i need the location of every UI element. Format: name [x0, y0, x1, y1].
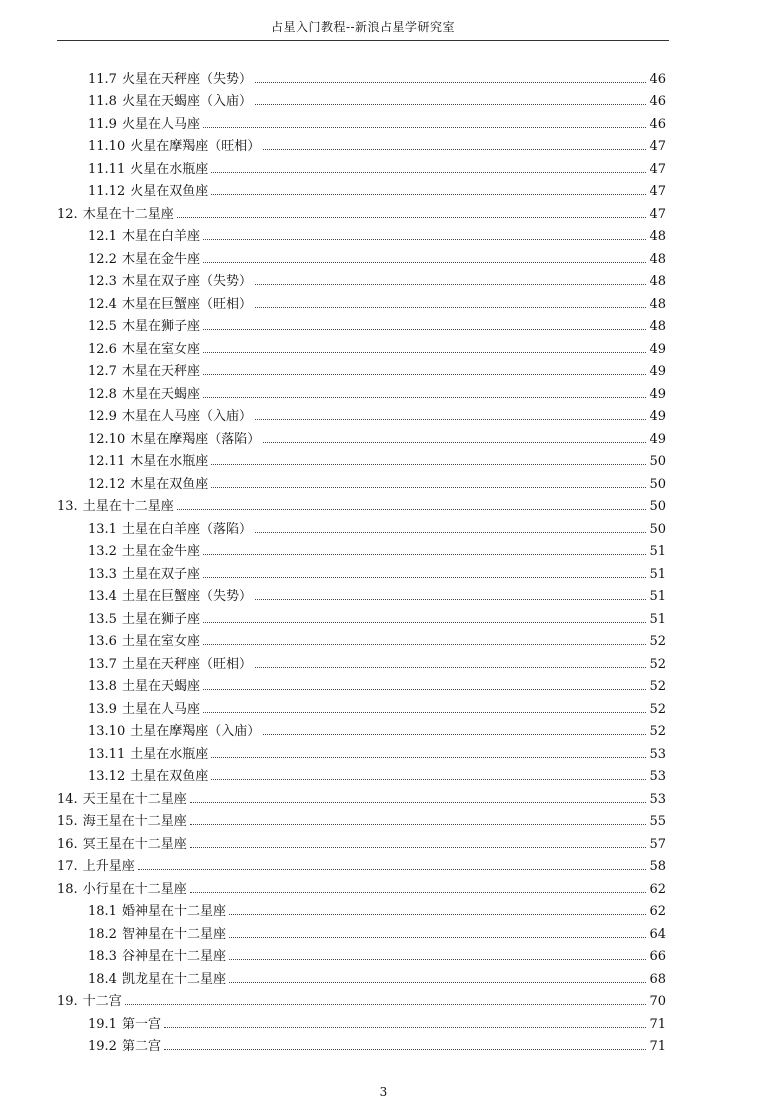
toc-entry[interactable] — [57, 874, 666, 897]
toc-entry-number: 13. — [57, 499, 78, 514]
toc-entry-title: 谷神星在十二星座 — [121, 949, 226, 964]
toc-entry-page: 48 — [649, 296, 666, 312]
dot-leader — [255, 419, 646, 420]
toc-entry[interactable] — [57, 267, 666, 290]
dot-leader — [211, 464, 646, 465]
toc-entry-page: 48 — [649, 251, 666, 267]
toc-entry-number: 12.1 — [88, 229, 117, 244]
toc-entry-page: 47 — [649, 139, 666, 154]
toc-entry-text — [88, 612, 200, 627]
toc-entry-title: 土星在金牛座 — [121, 544, 200, 559]
toc-entry[interactable] — [57, 807, 666, 830]
toc-entry-title: 海王星在十二星座 — [82, 814, 187, 829]
toc-entry-page: 52 — [649, 634, 666, 649]
toc-entry-number: 13.10 — [88, 724, 126, 739]
toc-entry-page: 53 — [649, 746, 666, 762]
toc-entry-page: 52 — [649, 679, 666, 694]
toc-entry-page: 52 — [649, 656, 666, 672]
toc-entry-title: 第一宫 — [121, 1016, 161, 1032]
dot-leader — [125, 1004, 647, 1005]
dot-leader — [203, 262, 646, 263]
dot-leader — [203, 712, 646, 713]
dot-leader — [177, 509, 647, 510]
toc-entry-text — [57, 814, 187, 829]
toc-entry-page: 53 — [649, 769, 666, 784]
toc-entry-page: 46 — [649, 94, 666, 109]
toc-entry-number: 12.4 — [88, 296, 117, 312]
dot-leader — [229, 937, 646, 938]
toc-entry-title: 土星在水瓶座 — [130, 746, 209, 762]
toc-entry[interactable] — [57, 672, 666, 695]
toc-entry-page: 51 — [649, 589, 666, 604]
toc-entry-page: 51 — [649, 566, 666, 582]
toc-entry-text — [88, 364, 200, 379]
toc-entry-page: 49 — [649, 409, 666, 424]
toc-entry-page: 70 — [649, 994, 666, 1009]
toc-entry-page: 53 — [649, 791, 666, 807]
toc-entry[interactable] — [57, 109, 666, 132]
dot-leader — [255, 104, 646, 105]
dot-leader — [203, 622, 646, 623]
toc-entry-number: 18. — [57, 881, 78, 897]
toc-entry[interactable] — [57, 222, 666, 245]
toc-entry-title: 木星在巨蟹座（旺相） — [121, 296, 252, 312]
toc-entry-page: 46 — [649, 116, 666, 132]
dot-leader — [211, 779, 646, 780]
toc-entry-number: 11.11 — [88, 161, 126, 177]
dot-leader — [211, 487, 646, 488]
dot-leader — [211, 194, 646, 195]
toc-entry-text — [88, 387, 200, 402]
dot-leader — [190, 824, 647, 825]
toc-entry-number: 13.6 — [88, 634, 117, 649]
toc-entry-text — [88, 634, 200, 649]
toc-entry-text — [88, 1039, 161, 1054]
toc-entry[interactable] — [57, 1032, 666, 1055]
dot-leader — [211, 172, 646, 173]
toc-entry-title: 土星在天蝎座 — [121, 679, 200, 694]
toc-entry-page: 64 — [649, 926, 666, 942]
toc-entry-text — [57, 207, 174, 222]
toc-entry-number: 12.10 — [88, 431, 126, 447]
dot-leader — [164, 1027, 646, 1028]
toc-entry-number: 13.1 — [88, 521, 117, 537]
toc-entry[interactable] — [57, 649, 666, 672]
toc-entry-number: 18.2 — [88, 926, 117, 942]
toc-entry-number: 13.3 — [88, 566, 117, 582]
toc-entry[interactable] — [57, 424, 666, 447]
toc-entry-page: 48 — [649, 274, 666, 289]
toc-entry-page: 50 — [649, 454, 666, 469]
toc-entry-text — [88, 769, 208, 784]
toc-entry-page: 49 — [649, 364, 666, 379]
toc-entry-title: 木星在狮子座 — [121, 319, 200, 334]
toc-entry-title: 婚神星在十二星座 — [121, 904, 226, 919]
toc-entry-page: 71 — [649, 1016, 666, 1032]
toc-entry-page: 50 — [649, 521, 666, 537]
toc-entry-title: 火星在双鱼座 — [130, 184, 209, 199]
toc-entry-title: 土星在狮子座 — [121, 611, 200, 627]
toc-entry-title: 土星在巨蟹座（失势） — [121, 589, 252, 604]
toc-entry-title: 火星在天秤座（失势） — [121, 71, 252, 87]
toc-entry-text — [88, 544, 200, 559]
toc-entry-number: 11.9 — [88, 116, 117, 132]
toc-entry-page: 51 — [649, 544, 666, 559]
toc-entry-title: 木星在摩羯座（落陷） — [130, 431, 261, 447]
toc-entry-page: 57 — [649, 836, 666, 852]
dot-leader — [211, 757, 646, 758]
toc-entry-text — [88, 319, 200, 334]
toc-entry-text — [88, 162, 208, 177]
dot-leader — [203, 689, 646, 690]
toc-entry[interactable] — [57, 357, 666, 380]
dot-leader — [203, 329, 646, 330]
toc-entry-number: 13.8 — [88, 679, 117, 694]
toc-entry-number: 12.7 — [88, 364, 117, 379]
toc-entry-title: 木星在双子座（失势） — [121, 274, 252, 289]
toc-entry[interactable] — [57, 559, 666, 582]
toc-entry[interactable] — [57, 177, 666, 200]
toc-entry-text — [88, 679, 200, 694]
toc-entry-title: 小行星在十二星座 — [82, 881, 187, 897]
dot-leader — [203, 554, 646, 555]
toc-entry-text — [88, 477, 208, 492]
toc-entry-text — [57, 994, 122, 1009]
toc-entry[interactable] — [57, 829, 666, 852]
toc-entry-title: 木星在室女座 — [121, 341, 200, 357]
toc-entry[interactable] — [57, 87, 666, 110]
toc-entry-number: 12. — [57, 206, 78, 222]
toc-entry-title: 木星在双鱼座 — [130, 476, 209, 492]
toc-entry-text — [57, 837, 187, 852]
toc-entry-text — [88, 432, 260, 447]
toc-entry-page: 48 — [649, 319, 666, 334]
toc-entry-page: 55 — [649, 814, 666, 829]
toc-entry-text — [88, 927, 226, 942]
dot-leader — [263, 149, 646, 150]
toc-entry-page: 62 — [649, 904, 666, 919]
toc-entry[interactable] — [57, 784, 666, 807]
toc-entry-title: 土星在白羊座（落陷） — [121, 521, 252, 537]
toc-entry-title: 凯龙星在十二星座 — [121, 971, 226, 987]
toc-entry-title: 木星在金牛座 — [121, 251, 200, 267]
toc-entry-text — [88, 1017, 161, 1032]
toc-entry[interactable] — [57, 514, 666, 537]
toc-entry-number: 12.8 — [88, 386, 117, 402]
toc-entry-number: 11.8 — [88, 94, 117, 109]
toc-entry-number: 11.7 — [88, 71, 117, 87]
toc-entry-text — [88, 229, 200, 244]
toc-entry-title: 土星在天秤座（旺相） — [121, 656, 252, 672]
toc-entry-text — [88, 702, 200, 717]
dot-leader — [255, 82, 646, 83]
toc-entry[interactable] — [57, 1009, 666, 1032]
toc-entry-number: 18.4 — [88, 971, 117, 987]
toc-entry[interactable] — [57, 852, 666, 875]
toc-entry-title: 土星在室女座 — [121, 634, 200, 649]
toc-entry-page: 47 — [649, 161, 666, 177]
dot-leader — [164, 1049, 646, 1050]
header-rule — [57, 40, 669, 41]
toc-entry[interactable] — [57, 402, 666, 425]
dot-leader — [203, 397, 646, 398]
toc-entry-text — [57, 859, 135, 874]
toc-entry-number: 18.3 — [88, 949, 117, 964]
toc-entry-page: 49 — [649, 431, 666, 447]
toc-entry-text — [88, 589, 252, 604]
toc-entry-title: 火星在摩羯座（旺相） — [130, 139, 261, 154]
dot-leader — [255, 532, 646, 533]
dot-leader — [203, 644, 646, 645]
toc-entry-page: 51 — [649, 611, 666, 627]
toc-entry-text — [88, 252, 200, 267]
toc-entry[interactable] — [57, 919, 666, 942]
toc-entry[interactable] — [57, 582, 666, 605]
toc-entry-text — [88, 657, 252, 672]
toc-entry-text — [88, 949, 226, 964]
toc-entry-title: 土星在双鱼座 — [130, 769, 209, 784]
toc-entry-text — [88, 567, 200, 582]
toc-entry-number: 13.11 — [88, 746, 126, 762]
dot-leader — [190, 847, 647, 848]
toc-entry-title: 火星在人马座 — [121, 116, 200, 132]
toc-entry-title: 火星在水瓶座 — [130, 161, 209, 177]
dot-leader — [255, 284, 646, 285]
toc-entry[interactable] — [57, 537, 666, 560]
toc-entry[interactable] — [57, 964, 666, 987]
toc-entry-number: 12.3 — [88, 274, 117, 289]
toc-entry[interactable] — [57, 694, 666, 717]
toc-entry[interactable] — [57, 987, 666, 1010]
toc-entry-page: 50 — [649, 476, 666, 492]
toc-entry-page: 62 — [649, 881, 666, 897]
toc-entry-page: 66 — [649, 949, 666, 964]
toc-entry-number: 13.4 — [88, 589, 117, 604]
toc-entry-number: 13.9 — [88, 701, 117, 717]
toc-entry-text — [57, 792, 187, 807]
toc-entry-text — [88, 117, 200, 132]
toc-entry[interactable] — [57, 334, 666, 357]
toc-entry-number: 12.11 — [88, 454, 126, 469]
toc-entry-title: 火星在天蝎座（入庙） — [121, 94, 252, 109]
toc-entry[interactable] — [57, 762, 666, 785]
dot-leader — [203, 577, 646, 578]
toc-entry[interactable] — [57, 289, 666, 312]
toc-entry-number: 11.10 — [88, 139, 126, 154]
toc-entry-page: 46 — [649, 71, 666, 87]
toc-entry-text — [88, 139, 260, 154]
toc-entry-number: 16. — [57, 836, 78, 852]
toc-entry-number: 17. — [57, 859, 78, 874]
toc-entry-number: 12.12 — [88, 476, 126, 492]
toc-entry-number: 13.5 — [88, 611, 117, 627]
toc-entry[interactable] — [57, 132, 666, 155]
toc-entry-number: 19. — [57, 994, 78, 1009]
toc-entry-text — [88, 409, 252, 424]
toc-entry[interactable] — [57, 64, 666, 87]
toc-entry-text — [88, 522, 252, 537]
toc-entry[interactable] — [57, 942, 666, 965]
dot-leader — [203, 352, 646, 353]
toc-entry-text — [88, 342, 200, 357]
toc-entry-text — [88, 454, 208, 469]
toc-entry-title: 土星在摩羯座（入庙） — [130, 724, 261, 739]
toc-entry-page: 50 — [649, 499, 666, 514]
toc-entry[interactable] — [57, 627, 666, 650]
dot-leader — [177, 217, 647, 218]
toc-entry-page: 52 — [649, 724, 666, 739]
toc-entry-number: 14. — [57, 791, 78, 807]
toc-entry[interactable] — [57, 154, 666, 177]
toc-entry-text — [88, 274, 252, 289]
page-header: 占星入门教程--新浪占星学研究室 — [270, 20, 456, 34]
toc-entry-page: 49 — [649, 341, 666, 357]
table-of-contents — [57, 64, 666, 1054]
toc-entry[interactable] — [57, 379, 666, 402]
toc-entry-text — [88, 724, 260, 739]
toc-entry-title: 土星在十二星座 — [82, 499, 174, 514]
toc-entry[interactable] — [57, 492, 666, 515]
toc-entry-page: 49 — [649, 386, 666, 402]
toc-entry[interactable] — [57, 469, 666, 492]
toc-entry-page: 68 — [649, 971, 666, 987]
toc-entry-number: 18.1 — [88, 904, 117, 919]
dot-leader — [203, 239, 646, 240]
toc-entry[interactable] — [57, 604, 666, 627]
toc-entry-text — [88, 972, 226, 987]
toc-entry[interactable] — [57, 199, 666, 222]
toc-entry-number: 12.9 — [88, 409, 117, 424]
toc-entry-page: 47 — [649, 206, 666, 222]
toc-entry-title: 土星在双子座 — [121, 566, 200, 582]
toc-entry-text — [57, 882, 187, 897]
toc-entry-text — [88, 94, 252, 109]
toc-entry-page: 48 — [649, 229, 666, 244]
toc-entry-title: 第二宫 — [121, 1039, 161, 1054]
toc-entry-number: 19.2 — [88, 1039, 117, 1054]
toc-entry-title: 上升星座 — [82, 859, 135, 874]
toc-entry-number: 12.6 — [88, 341, 117, 357]
toc-entry-title: 木星在白羊座 — [121, 229, 200, 244]
dot-leader — [255, 667, 646, 668]
toc-entry-title: 木星在天秤座 — [121, 364, 200, 379]
toc-entry-number: 13.2 — [88, 544, 117, 559]
toc-entry[interactable] — [57, 244, 666, 267]
toc-entry-title: 木星在天蝎座 — [121, 386, 200, 402]
toc-entry-text — [57, 499, 174, 514]
dot-leader — [190, 802, 647, 803]
dot-leader — [255, 307, 646, 308]
dot-leader — [229, 959, 646, 960]
dot-leader — [229, 982, 646, 983]
dot-leader — [255, 599, 646, 600]
toc-entry-number: 13.7 — [88, 656, 117, 672]
dot-leader — [203, 127, 646, 128]
dot-leader — [263, 734, 646, 735]
toc-entry-title: 土星在人马座 — [121, 701, 200, 717]
dot-leader — [203, 374, 646, 375]
toc-entry-title: 十二宫 — [82, 994, 122, 1009]
toc-entry-title: 天王星在十二星座 — [82, 791, 187, 807]
toc-entry-number: 12.5 — [88, 319, 117, 334]
toc-entry-page: 47 — [649, 184, 666, 199]
dot-leader — [263, 442, 646, 443]
toc-entry-text — [88, 904, 226, 919]
toc-entry-text — [88, 184, 208, 199]
toc-entry-number: 11.12 — [88, 184, 126, 199]
toc-entry-title: 智神星在十二星座 — [121, 926, 226, 942]
toc-entry-title: 木星在水瓶座 — [130, 454, 209, 469]
toc-entry-title: 冥王星在十二星座 — [82, 836, 187, 852]
toc-entry[interactable] — [57, 739, 666, 762]
toc-entry-page: 71 — [649, 1039, 666, 1054]
toc-entry-page: 58 — [649, 859, 666, 874]
toc-entry-text — [88, 297, 252, 312]
toc-entry[interactable] — [57, 717, 666, 740]
toc-entry-number: 13.12 — [88, 769, 126, 784]
page-number: 3 — [379, 1085, 388, 1099]
toc-entry-number: 15. — [57, 814, 78, 829]
toc-entry-text — [88, 72, 252, 87]
toc-entry-page: 52 — [649, 701, 666, 717]
toc-entry-title: 木星在人马座（入庙） — [121, 409, 252, 424]
toc-entry-number: 12.2 — [88, 251, 117, 267]
toc-entry-number: 19.1 — [88, 1016, 117, 1032]
toc-entry[interactable] — [57, 447, 666, 470]
toc-entry[interactable] — [57, 312, 666, 335]
dot-leader — [138, 869, 647, 870]
dot-leader — [229, 914, 646, 915]
toc-entry-text — [88, 747, 208, 762]
toc-entry-title: 木星在十二星座 — [82, 206, 174, 222]
toc-entry[interactable] — [57, 897, 666, 920]
dot-leader — [190, 892, 647, 893]
